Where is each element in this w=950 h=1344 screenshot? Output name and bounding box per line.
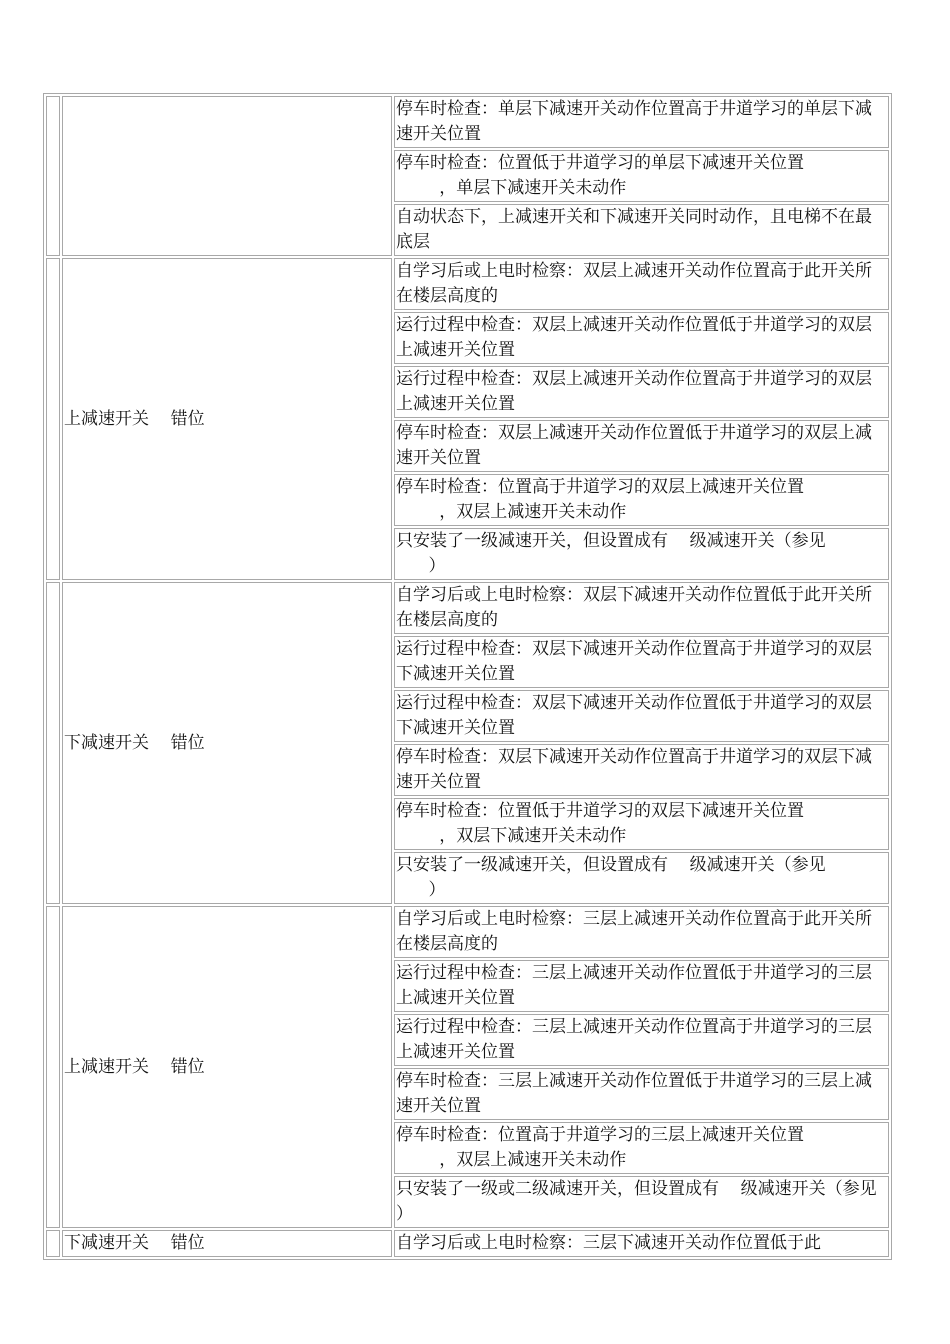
fault-name-cell: 下减速开关 错位 — [62, 582, 392, 904]
fault-condition-cell: 运行过程中检查：双层下减速开关动作位置高于井道学习的双层下减速开关位置 — [394, 636, 889, 688]
row-index-cell — [46, 96, 60, 256]
table-row — [46, 258, 889, 310]
fault-condition-cell: 运行过程中检查：三层上减速开关动作位置高于井道学习的三层上减速开关位置 — [394, 1014, 889, 1066]
fault-condition-cell: 停车时检查：位置高于井道学习的双层上减速开关位置 ，双层上减速开关未动作 — [394, 474, 889, 526]
fault-condition-cell: 运行过程中检查：双层上减速开关动作位置低于井道学习的双层上减速开关位置 — [394, 312, 889, 364]
fault-condition-cell: 只安装了一级或二级减速开关，但设置成有 级减速开关（参见 ） — [394, 1176, 889, 1228]
fault-condition-cell: 运行过程中检查：三层上减速开关动作位置低于井道学习的三层上减速开关位置 — [394, 960, 889, 1012]
table-row — [46, 96, 889, 148]
fault-name-cell — [62, 96, 392, 256]
fault-condition-cell: 停车时检查：单层下减速开关动作位置高于井道学习的单层下减速开关位置 — [394, 96, 889, 148]
table-row — [46, 582, 889, 634]
row-index-cell — [46, 906, 60, 1228]
table-row — [46, 906, 889, 958]
fault-condition-cell: 自学习后或上电时检察：三层上减速开关动作位置高于此开关所在楼层高度的 — [394, 906, 889, 958]
row-index-cell — [46, 582, 60, 904]
fault-condition-cell: 运行过程中检查：双层下减速开关动作位置低于井道学习的双层下减速开关位置 — [394, 690, 889, 742]
error-table — [43, 93, 920, 1260]
fault-name-cell: 上减速开关 错位 — [62, 906, 392, 1228]
fault-name-cell: 上减速开关 错位 — [62, 258, 392, 580]
fault-condition-cell: 自动状态下，上减速开关和下减速开关同时动作，且电梯不在最底层 — [394, 204, 889, 256]
fault-name-cell: 下减速开关 错位 — [62, 1230, 392, 1257]
fault-condition-cell: 自学习后或上电时检察：双层下减速开关动作位置低于此开关所在楼层高度的 — [394, 582, 889, 634]
fault-condition-cell: 停车时检查：三层上减速开关动作位置低于井道学习的三层上减速开关位置 — [394, 1068, 889, 1120]
error-table-body — [46, 96, 920, 1257]
fault-condition-cell: 停车时检查：双层下减速开关动作位置高于井道学习的双层下减速开关位置 — [394, 744, 889, 796]
fault-condition-cell: 只安装了一级减速开关，但设置成有 级减速开关（参见 ） — [394, 528, 889, 580]
fault-condition-cell: 停车时检查：位置高于井道学习的三层上减速开关位置 ，双层上减速开关未动作 — [394, 1122, 889, 1174]
fault-condition-cell: 自学习后或上电时检察：三层下减速开关动作位置低于此 — [394, 1230, 889, 1257]
fault-condition-cell: 自学习后或上电时检察：双层上减速开关动作位置高于此开关所在楼层高度的 — [394, 258, 889, 310]
row-index-cell — [46, 258, 60, 580]
table-row — [46, 1230, 889, 1257]
fault-condition-cell: 运行过程中检查：双层上减速开关动作位置高于井道学习的双层上减速开关位置 — [394, 366, 889, 418]
fault-condition-cell: 停车时检查：位置低于井道学习的单层下减速开关位置 ，单层下减速开关未动作 — [394, 150, 889, 202]
fault-condition-cell: 停车时检查：位置低于井道学习的双层下减速开关位置 ，双层下减速开关未动作 — [394, 798, 889, 850]
fault-condition-cell: 只安装了一级减速开关，但设置成有 级减速开关（参见 ） — [394, 852, 889, 904]
row-index-cell — [46, 1230, 60, 1257]
fault-condition-cell: 停车时检查：双层上减速开关动作位置低于井道学习的双层上减速开关位置 — [394, 420, 889, 472]
